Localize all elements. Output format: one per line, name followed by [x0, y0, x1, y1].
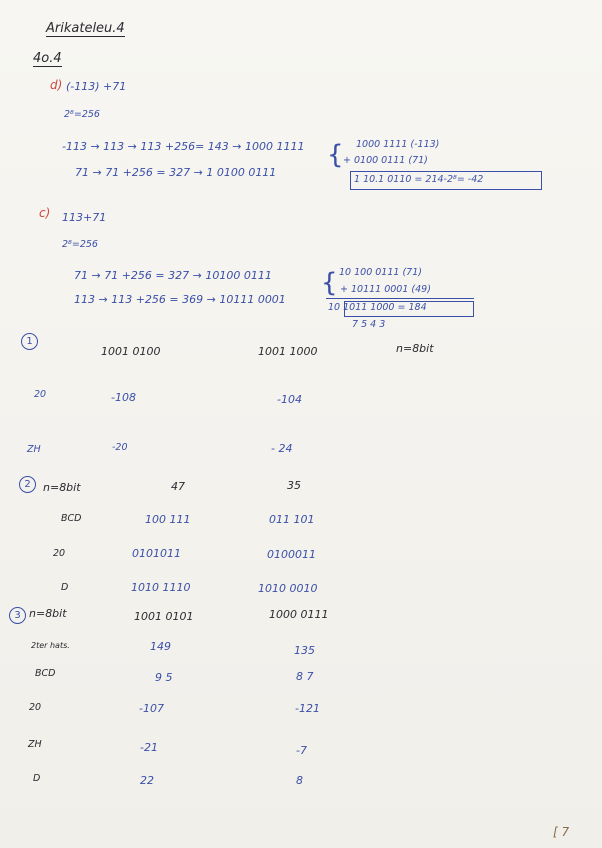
part-d-sum-result: 1 10.1 0110 = 214-2⁸= -42 — [354, 174, 484, 185]
task3-zh-label: ZH — [28, 739, 42, 750]
task1-row20-label: 20 — [34, 389, 47, 400]
task3-value2: 1000 0111 — [269, 608, 329, 621]
task1-value1: 1001 0100 — [101, 345, 161, 358]
part-d-problem: (-113) +71 — [66, 80, 127, 93]
task3-d-label: D — [33, 773, 41, 784]
task2-value1: 47 — [171, 480, 185, 493]
task1-row20-value1: -108 — [111, 391, 136, 404]
task2-row20-value2: 0100011 — [267, 548, 316, 561]
task1-rowzh-value1: -20 — [112, 442, 128, 453]
task3-bcd-label: BCD — [35, 668, 56, 679]
task1-row20-value2: -104 — [277, 393, 302, 406]
part-d-label: d) — [50, 78, 63, 92]
task2-bcd-value1: 100 111 — [145, 513, 191, 526]
task3-bcd-value2: 8 7 — [296, 670, 314, 683]
task1-number: 1 — [21, 333, 38, 350]
task2-d-label: D — [61, 582, 69, 593]
task3-binary-value2: 135 — [294, 644, 315, 657]
task3-zh-value2: -7 — [296, 744, 307, 757]
task2-value2: 35 — [287, 479, 301, 492]
task3-d-value2: 8 — [296, 774, 303, 787]
part-c-label: c) — [39, 206, 51, 220]
task2-nbit: n=8bit — [43, 481, 81, 494]
task2-d-value1: 1010 1110 — [131, 581, 191, 594]
task1-value2: 1001 1000 — [258, 345, 318, 358]
part-d-line1: -113 → 113 → 113 +256= 143 → 1000 1111 — [62, 140, 305, 153]
part-d-power: 2⁸=256 — [64, 109, 100, 120]
task3-bcd-value1: 9 5 — [155, 671, 173, 684]
task2-bcd-value2: 011 101 — [269, 513, 315, 526]
task3-zh-value1: -21 — [140, 741, 158, 754]
task1-rowzh-label: ZH — [27, 444, 41, 455]
part-c-line1: 71 → 71 +256 = 327 → 10100 0111 — [74, 269, 272, 282]
part-c-brace: { — [321, 268, 338, 298]
task2-bcd-label: BCD — [61, 513, 82, 524]
part-d-sum-row1: 1000 1111 (-113) — [356, 139, 440, 150]
task2-number: 2 — [19, 476, 36, 493]
part-c-sum-line — [326, 298, 474, 299]
task2-d-value2: 1010 0010 — [258, 582, 318, 595]
task3-number: 3 — [9, 607, 26, 624]
task2-row20-label: 20 — [53, 548, 66, 559]
part-c-sum-row2: + 10111 0001 (49) — [340, 284, 431, 295]
task3-row20-value2: -121 — [295, 702, 320, 715]
task1-rowzh-value2: - 24 — [271, 442, 293, 455]
part-c-problem: 113+71 — [62, 211, 107, 224]
task3-binary-value1: 149 — [150, 640, 171, 653]
exercise-number: 4o.4 — [33, 51, 62, 66]
task3-nbit: n=8bit — [29, 607, 67, 620]
part-d-brace: { — [327, 140, 344, 170]
part-c-line2: 113 → 113 +256 = 369 → 10111 0001 — [74, 293, 286, 306]
part-c-carry-note: 7 5 4 3 — [352, 319, 386, 330]
part-c-power: 2⁸=256 — [62, 239, 98, 250]
task3-binary-label: 2ter hats. — [31, 641, 70, 650]
part-d-line2: 71 → 71 +256 = 327 → 1 0100 0111 — [75, 166, 277, 179]
part-c-sum-result: 10 1011 1000 = 184 — [328, 302, 427, 313]
part-c-sum-row1: 10 100 0111 (71) — [339, 267, 422, 278]
task3-value1: 1001 0101 — [134, 610, 194, 623]
task3-d-value1: 22 — [140, 774, 154, 787]
page-title: Arikateleu.4 — [46, 21, 125, 36]
part-d-sum-row2: + 0100 0111 (71) — [343, 155, 428, 166]
task3-row20-label: 20 — [29, 702, 42, 713]
corner-page-mark: [ 7 — [553, 825, 570, 839]
task3-row20-value1: -107 — [139, 702, 164, 715]
task1-nbit: n=8bit — [396, 342, 434, 355]
task2-row20-value1: 0101011 — [132, 547, 181, 560]
